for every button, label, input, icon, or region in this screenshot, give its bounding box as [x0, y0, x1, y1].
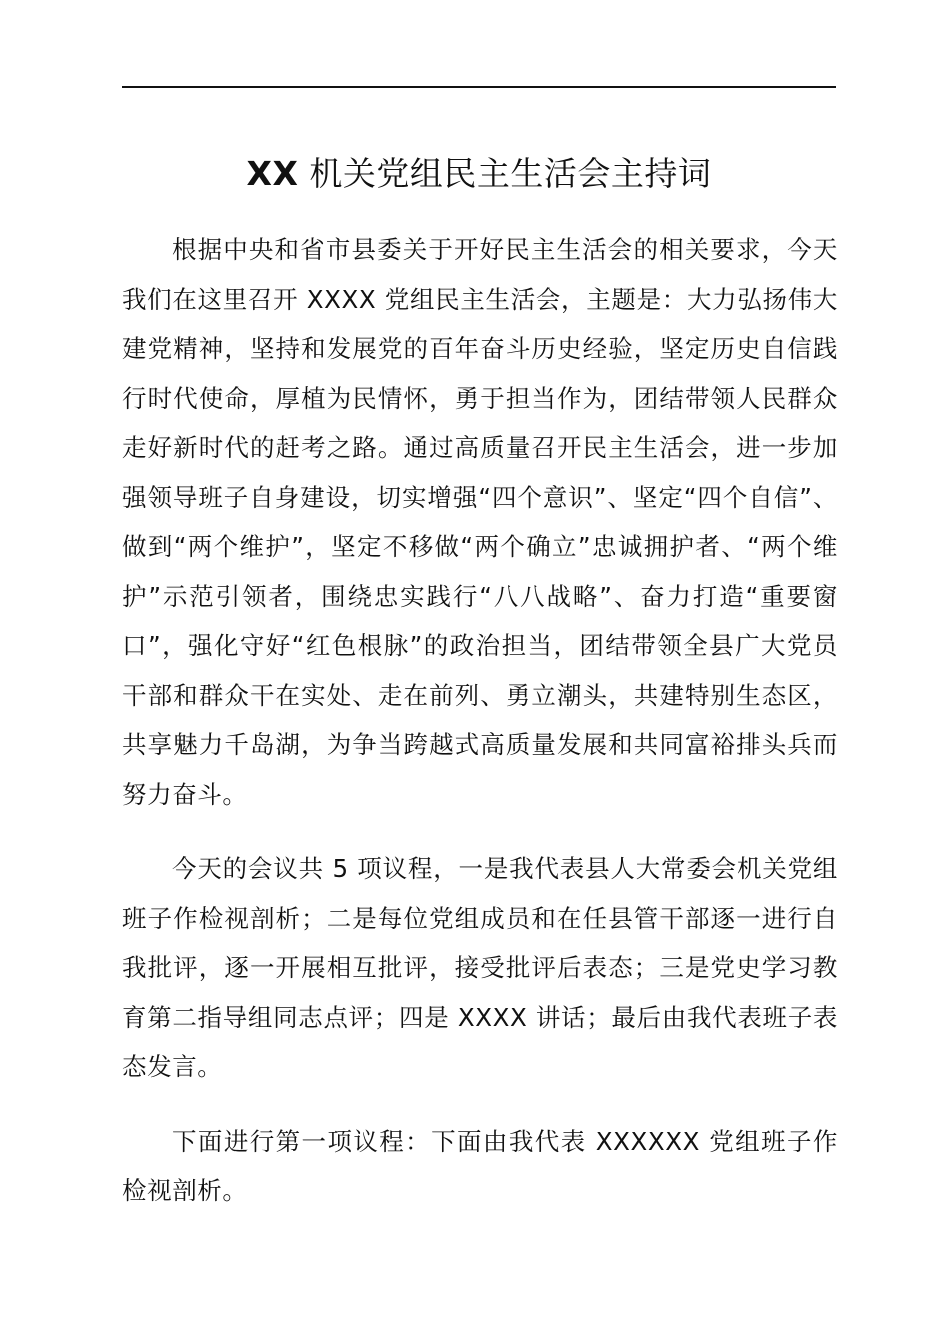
title-prefix: XX — [246, 154, 299, 193]
document-title — [122, 150, 836, 198]
header-rule — [122, 86, 836, 88]
title-text: 机关党组民主生活会主持词 — [298, 154, 712, 193]
paragraph-agenda: 今天的会议共 5 项议程，一是我代表县人大常委会机关党组班子作检视剖析；二是每位党组成员和在任县管干部逐一进行自我批评，逐一开展相互批评，接受批评后表态；三是党史学习教育第二指导组同志点评；四是 XXXX 讲话；最后由我代表班子表态发言。 — [122, 854, 838, 1081]
document-body — [122, 225, 838, 1241]
paragraph-first-item: 下面进行第一项议程：下面由我代表 XXXXXX 党组班子作检视剖析。 — [122, 1126, 838, 1205]
paragraph-opening: 根据中央和省市县委关于开好民主生活会的相关要求，今天我们在这里召开 XXXX 党组民主生活会，主题是：大力弘扬伟大建党精神，坚持和发展党的百年奋斗历史经验，坚定历史自信践行时代使命，厚植为民情怀，勇于担当作为，团结带领人民群众走好新时代的赶考之路。通过高质量召开民主生活会，进一步加强领导班子自身建设，切实增强“四个意识”、坚定“四个自信”、做到“两个维护”，坚定不移做“两个确立”忠诚拥护者、“两个维护”示范引领者，围绕忠实践行“八八战略”、奋力打造“重要窗口”，强化守好“红色根脉”的政治担当，团结带领全县广大党员干部和群众干在实处、走在前列、勇立潮头，共建特别生态区，共享魅力千岛湖，为争当跨越式高质量发展和共同富裕排头兵而努力奋斗。 — [122, 235, 838, 809]
